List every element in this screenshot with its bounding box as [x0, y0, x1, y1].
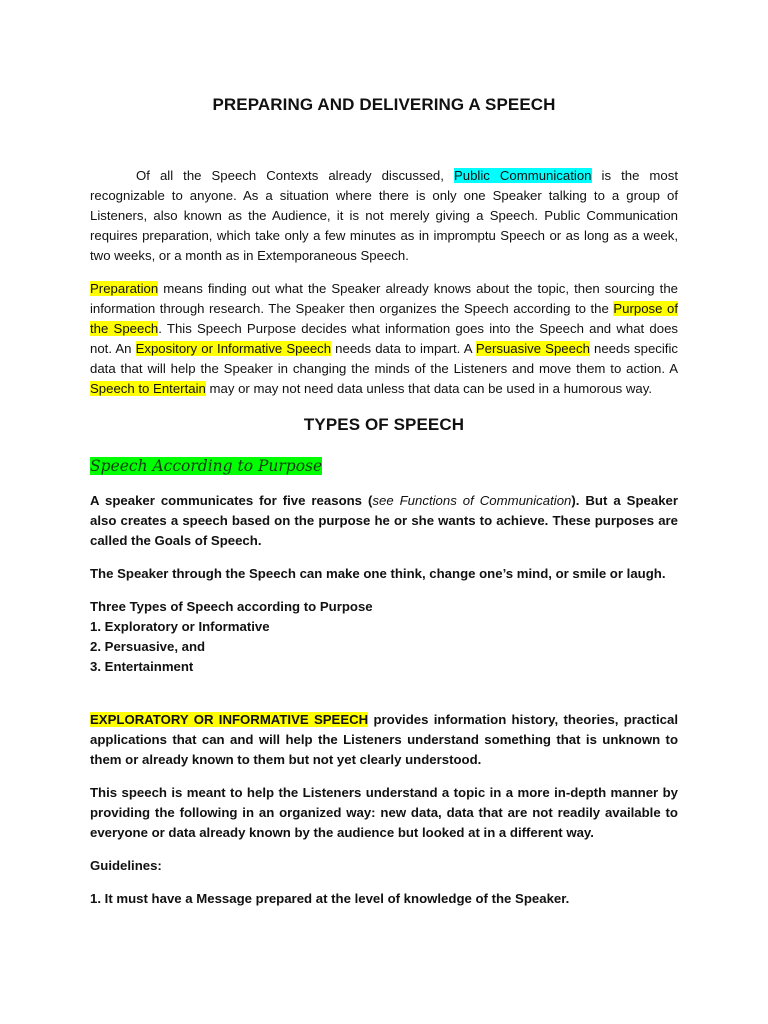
highlight-purpose-of-speech: Purpose of the Speech: [90, 301, 679, 336]
page-title: PREPARING AND DELIVERING A SPEECH: [212, 95, 556, 114]
prep-text-3: needs data to impart. A: [331, 341, 476, 356]
highlight-purpose-heading: Speech According to Purpose: [90, 457, 323, 475]
make-think-paragraph: The Speaker through the Speech can make one think, change one’s mind, or smile or laugh.: [90, 566, 666, 581]
intro-text-2: is the most recognizable to anyone. As a situation where there is only one Speaker talking to a group of Listeners, also known as the Audience, it is not merely giving a Speech. Public Communication requires preparation, which take only a few minutes as in impromptu Speech or as long as a week, two weeks, or a month as in Extemporaneous Speech.: [90, 168, 678, 263]
exploratory-paragraph: [90, 710, 678, 770]
list-item: 2. Persuasive, and: [90, 639, 206, 654]
three-types-list: [90, 597, 373, 677]
highlight-expository-speech: Expository or Informative Speech: [135, 341, 332, 356]
types-heading: TYPES OF SPEECH: [303, 415, 465, 434]
prep-text-2: . This Speech Purpose decides what information goes into the Speech and what does not. An: [90, 321, 678, 356]
prep-text-5: may or may not need data unless that data can be used in a humorous way.: [205, 381, 653, 396]
prep-text-1: means finding out what the Speaker already knows about the topic, then sourcing the information through research. The Speaker then organizes the Speech according to the: [90, 281, 678, 316]
highlight-persuasive-speech: Persuasive Speech: [475, 341, 590, 356]
highlight-preparation: Preparation: [90, 281, 159, 296]
list-item: 3. Entertainment: [90, 659, 194, 674]
exploratory-text: provides information history, theories, practical applications that can and will help the Listeners understand something that is unknown to them or already known to them but not yet clearly understood.: [90, 712, 678, 767]
three-types-heading: Three Types of Speech according to Purpose: [90, 599, 373, 614]
preparation-paragraph: [90, 279, 678, 399]
highlight-speech-to-entertain: Speech to Entertain: [90, 381, 206, 396]
guidelines-label: Guidelines:: [90, 858, 162, 873]
list-item: 1. Exploratory or Informative: [90, 619, 270, 634]
reasons-text-2: ). But a Speaker also creates a speech based on the purpose he or she wants to achieve. These purposes are called the Goals of Speech.: [90, 493, 678, 548]
intro-paragraph: [90, 166, 678, 266]
intro-text-1: Of all the Speech Contexts already discussed,: [136, 168, 454, 183]
reasons-text-1: A speaker communicates for five reasons (: [90, 493, 373, 508]
purpose-subheading: [90, 455, 322, 477]
highlight-exploratory: EXPLORATORY OR INFORMATIVE SPEECH: [90, 712, 369, 727]
guideline-item: 1. It must have a Message prepared at the level of knowledge of the Speaker.: [90, 891, 570, 906]
meant-paragraph: This speech is meant to help the Listeners understand a topic in a more in-depth manner by providing the following in an organized way: new data, data that are not readily available to everyone or data already known by the audience but looked at in a different way.: [90, 785, 678, 840]
highlight-public-communication: Public Communication: [453, 168, 592, 183]
prep-text-4: needs specific data that will help the Speaker in changing the minds of the Listeners and move them to action. A: [90, 341, 678, 376]
reasons-italic: see Functions of Communication: [372, 493, 572, 508]
reasons-paragraph: [90, 491, 678, 551]
